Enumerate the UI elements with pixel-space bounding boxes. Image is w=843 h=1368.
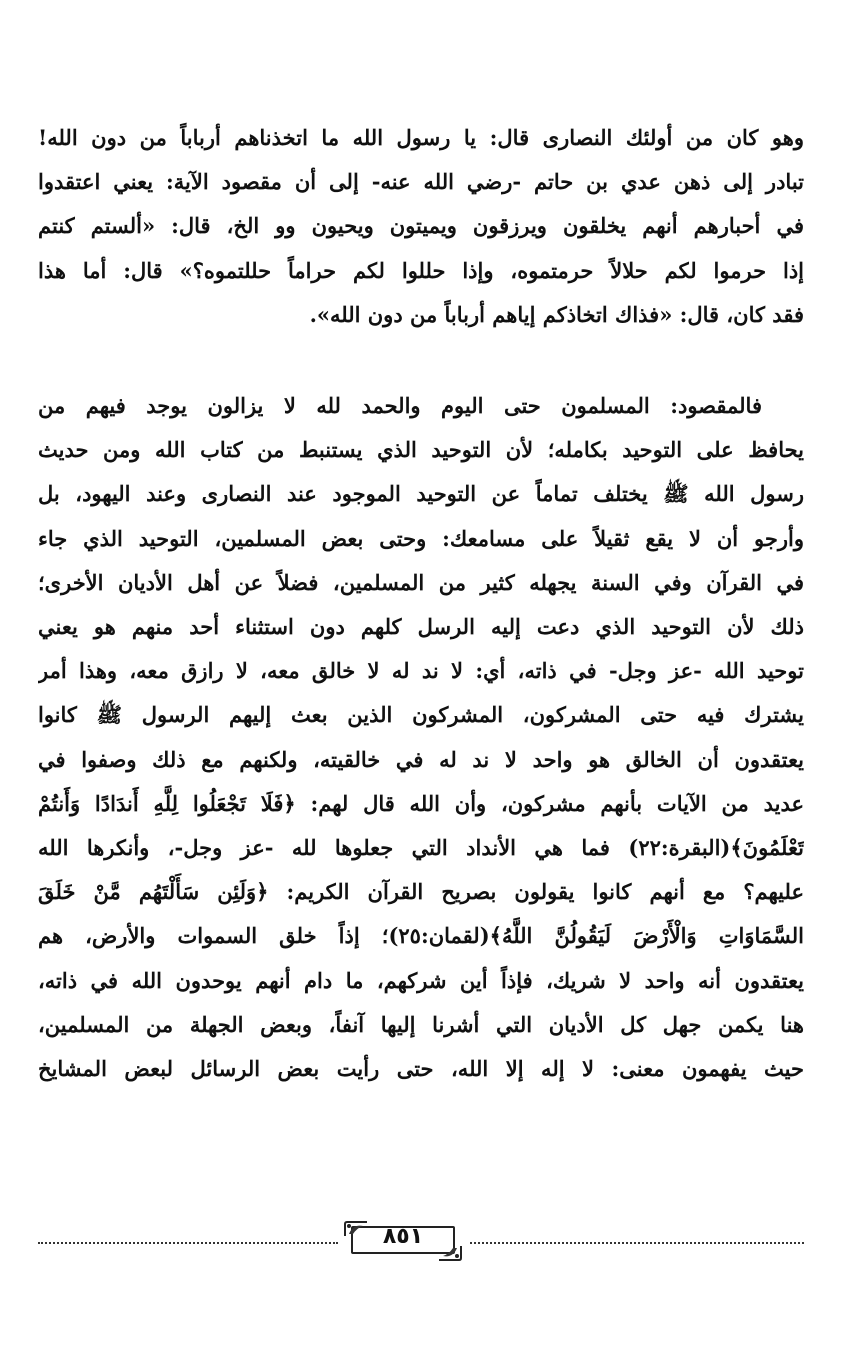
text-line: يحافظ على التوحيد بكامله؛ لأن التوحيد الذي يستنبط من كتاب الله ومن حديث — [38, 437, 804, 463]
text-line: فالمقصود: المسلمون حتى اليوم والحمد لله لا يزالون يوجد فيهم من — [38, 393, 762, 418]
paragraph-2 — [38, 384, 804, 1091]
text-line: وهو كان من أولئك النصارى قال: يا رسول الله ما اتخذناهم أرباباً من دون الله! — [38, 125, 804, 150]
text-line: رسول الله ﷺ يختلف تماماً عن التوحيد الموجود عند النصارى وعند اليهود، بل — [38, 481, 804, 507]
page-footer — [38, 1218, 804, 1278]
text-line: توحيد الله -عز وجل- في ذاته، أي: لا ند له لا خالق معه، لا رازق معه، وهذا أمر — [38, 658, 804, 684]
paragraph-1 — [38, 116, 804, 337]
text-line: وأرجو أن لا يقع ثقيلاً على مسامعك: وحتى بعض المسلمين، التوحيد الذي جاء — [38, 525, 804, 551]
text-line: يعتقدون أن الخالق هو واحد لا ند له في خالقيته، ولكنهم مع ذلك وصفوا في — [38, 746, 804, 772]
text-line: تَعْلَمُونَ﴾(البقرة:٢٢) فما هي الأنداد التي جعلوها لله -عز وجل-، وأنكرها الله — [38, 835, 804, 861]
text-line: في أحبارهم أنهم يخلقون ويرزقون ويميتون ويحيون وو الخ، قال: «ألستم كنتم — [38, 213, 804, 239]
text-line: ذلك لأن التوحيد الذي دعت إليه الرسل كلهم دون استثناء أحد منهم هو يعني — [38, 614, 804, 640]
footer-divider-right — [470, 1242, 804, 1244]
page-number-frame — [343, 1220, 463, 1262]
text-line: إذا حرموا لكم حلالاً حرمتموه، وإذا حللوا لكم حراماً حللتموه؟» قال: أما هذا — [38, 257, 804, 283]
footer-divider-left — [38, 1242, 338, 1244]
text-line: تبادر إلى ذهن عدي بن حاتم -رضي الله عنه- إلى أن مقصود الآية: يعني اعتقدوا — [38, 169, 804, 195]
text-line: فقد كان، قال: «فذاك اتخاذكم إياهم أرباباً من دون الله». — [309, 301, 804, 327]
text-line: عديد من الآيات بأنهم مشركون، وأن الله قال لهم: ﴿فَلَا تَجْعَلُوا لِلَّهِ أَندَادًا وَأَنتُمْ — [38, 790, 804, 816]
text-line: السَّمَاوَاتِ وَالْأَرْضَ لَيَقُولُنَّ اللَّهُ﴾(لقمان:٢٥)؛ إذاً خلق السموات والأرض، هم — [38, 923, 804, 949]
text-line: في القرآن وفي السنة يجهله كثير من المسلمين، فضلاً عن أهل الأديان الأخرى؛ — [38, 569, 804, 595]
text-line: هنا يكمن جهل كل الأديان التي أشرنا إليها آنفاً، وبعض الجهلة من المسلمين، — [38, 1011, 804, 1037]
text-line: يشترك فيه حتى المشركون، المشركون الذين بعث إليهم الرسول ﷺ كانوا — [38, 702, 804, 728]
page-number: ٨٥١ — [382, 1224, 424, 1249]
text-line: عليهم؟ مع أنهم كانوا يقولون بصريح القرآن الكريم: ﴿وَلَئِن سَأَلْتَهُم مَّنْ خَلَقَ — [38, 879, 804, 905]
text-line: حيث يفهمون معنى: لا إله إلا الله، حتى رأيت بعض الرسائل لبعض المشايخ — [38, 1056, 804, 1082]
text-line: يعتقدون أنه واحد لا شريك، فإذاً أين شركهم، ما دام أنهم يوحدون الله في ذاته، — [38, 967, 804, 993]
